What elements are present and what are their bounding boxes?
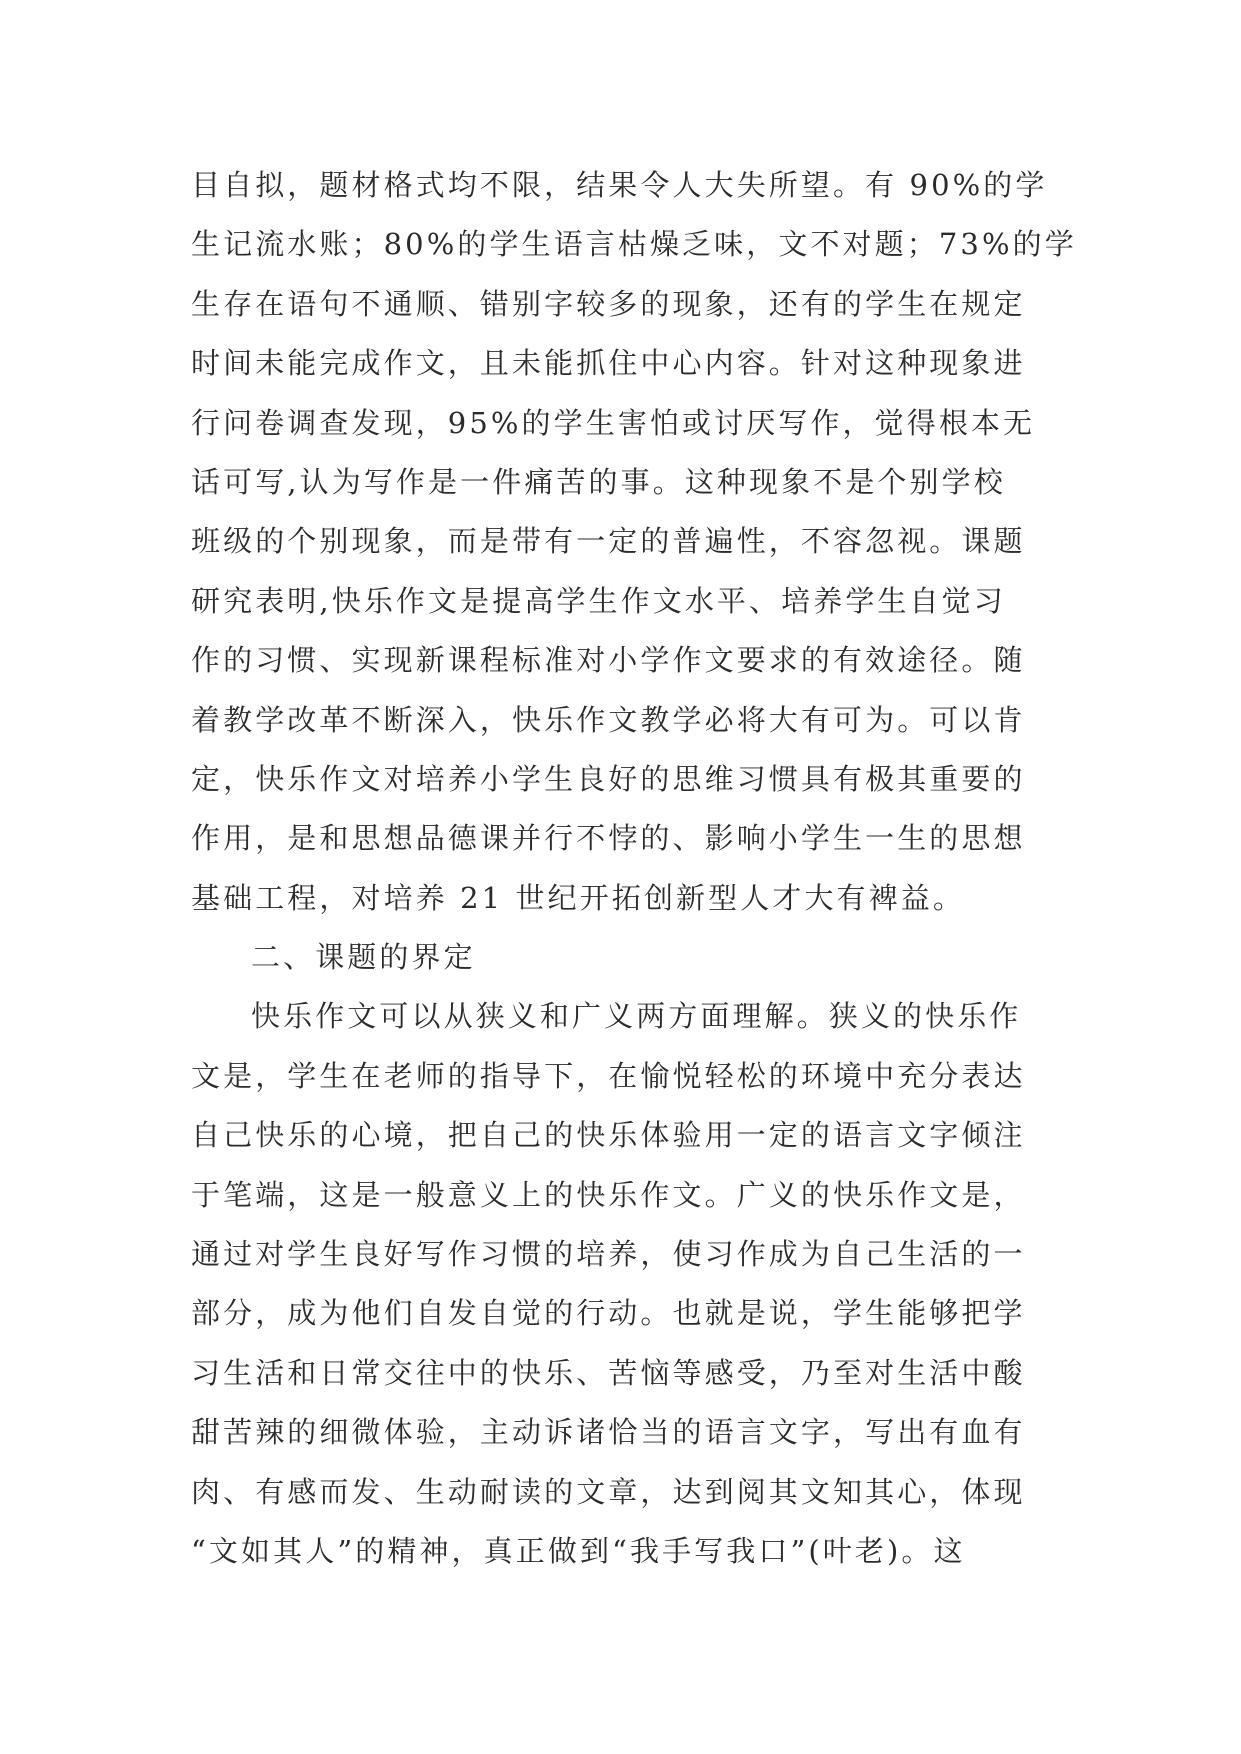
text-line: 基础工程，对培养 21 世纪开拓创新型人才大有裨益。 [191, 880, 965, 915]
text-line: 于笔端，这是一般意义上的快乐作文。广义的快乐作文是， [191, 1177, 1026, 1212]
text-line: 定，快乐作文对培养小学生良好的思维习惯具有极其重要的 [191, 761, 1026, 796]
text-line: 着教学改革不断深入，快乐作文教学必将大有可为。可以肯 [191, 702, 1026, 737]
text-line: 班级的个别现象，而是带有一定的普遍性，不容忽视。课题 [191, 524, 1026, 559]
text-line: 话可写,认为写作是一件痛苦的事。这种现象不是个别学校 [191, 464, 1006, 499]
paragraph-first-line: 快乐作文可以从狭义和广义两方面理解。狭义的快乐作 [251, 999, 1022, 1034]
section-heading: 二、课题的界定 [251, 940, 476, 975]
text-line: 生存在语句不通顺、错别字较多的现象，还有的学生在规定 [191, 286, 1026, 321]
text-line: 作用，是和思想品德课并行不悖的、影响小学生一生的思想 [191, 821, 1026, 856]
text-line: 甜苦辣的细微体验，主动诉诸恰当的语言文字，写出有血有 [191, 1415, 1026, 1450]
text-line: 肉、有感而发、生动耐读的文章，达到阅其文知其心，体现 [191, 1474, 1026, 1509]
text-line: 时间未能完成作文，且未能抓住中心内容。针对这种现象进 [191, 346, 1026, 381]
text-line: 通过对学生良好写作习惯的培养，使习作成为自己生活的一 [191, 1237, 1026, 1272]
text-line: “文如其人”的精神，真正做到“我手写我口”(叶老)。这 [191, 1533, 966, 1568]
text-line: 行问卷调查发现，95%的学生害怕或讨厌写作，觉得根本无 [191, 405, 1036, 440]
text-line: 作的习惯、实现新课程标准对小学作文要求的有效途径。随 [191, 643, 1026, 678]
text-line: 部分，成为他们自发自觉的行动。也就是说，学生能够把学 [191, 1296, 1026, 1331]
text-line: 习生活和日常交往中的快乐、苦恼等感受，乃至对生活中酸 [191, 1355, 1026, 1390]
text-line: 研究表明,快乐作文是提高学生作文水平、培养学生自觉习 [191, 583, 1006, 618]
text-line: 目自拟，题材格式均不限，结果令人大失所望。有 90%的学 [191, 168, 1048, 202]
text-line: 文是，学生在老师的指导下，在愉悦轻松的环境中充分表达 [191, 1058, 1026, 1093]
body-text [191, 156, 1077, 1581]
text-line: 生记流水账；80%的学生语言枯燥乏味，文不对题；73%的学 [191, 227, 1077, 262]
text-line: 自己快乐的心境，把自己的快乐体验用一定的语言文字倾注 [191, 1118, 1026, 1153]
